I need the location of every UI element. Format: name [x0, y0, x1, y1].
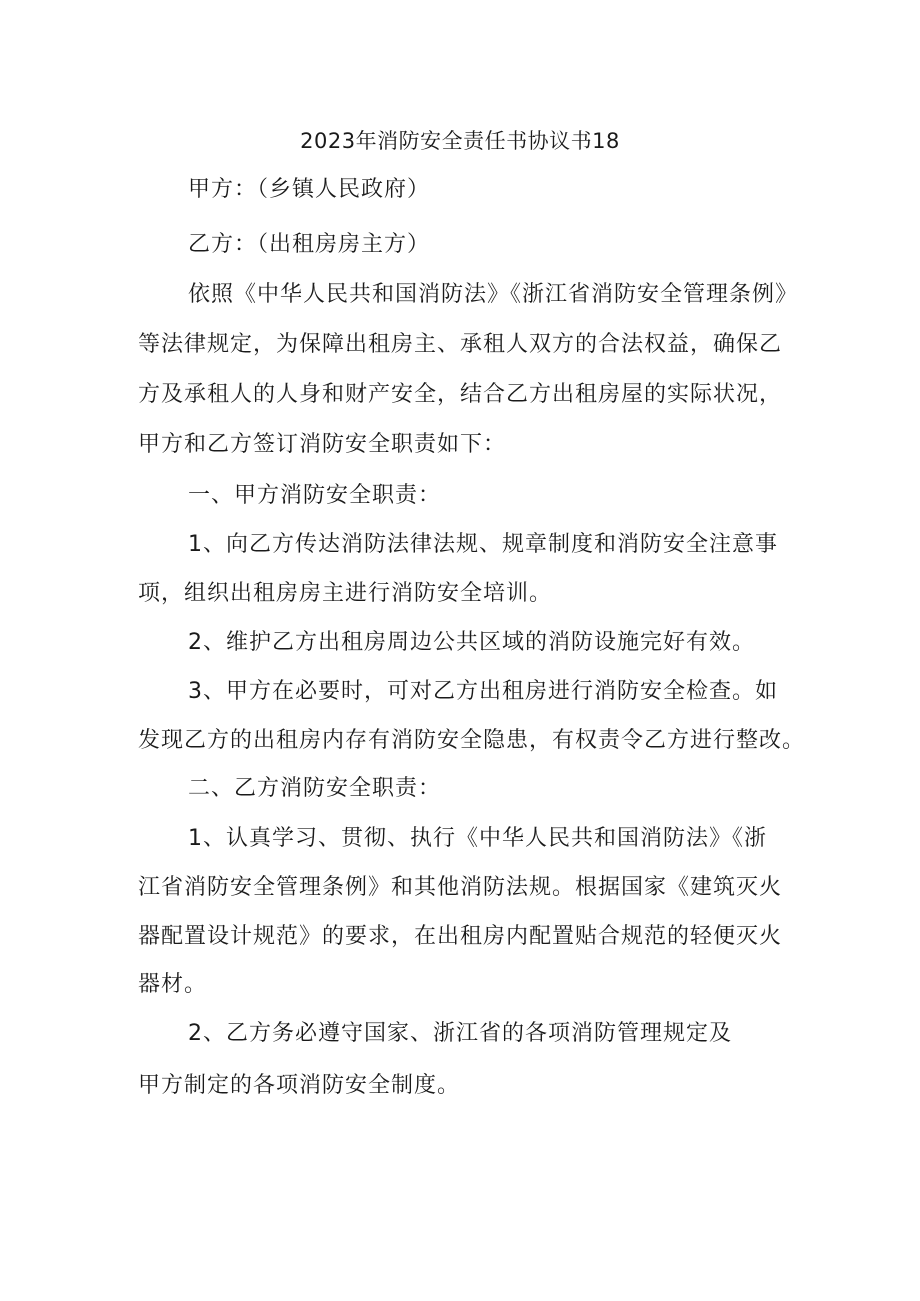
section-two-heading: 二、乙方消防安全职责：: [188, 776, 442, 801]
section-one-item1-line-1: 1、向乙方传达消防法律法规、规章制度和消防安全注意事: [188, 532, 778, 557]
intro-line-1: 依照《中华人民共和国消防法》《浙江省消防安全管理条例》: [188, 282, 799, 307]
party-b-line: 乙方：（出租房房主方）: [188, 232, 431, 257]
party-a-line: 甲方：（乡镇人民政府）: [188, 177, 431, 202]
section-two-item1-line-3: 器配置设计规范》的要求，在出租房内配置贴合规范的轻便灭火: [138, 924, 783, 949]
intro-line-2: 等法律规定，为保障出租房主、承租人双方的合法权益，确保乙: [138, 332, 783, 357]
document-title: 2023年消防安全责任书协议书18: [300, 129, 620, 153]
section-two-item1-line-4: 器材。: [138, 972, 208, 997]
section-two-item2-line-1: 2、乙方务必遵守国家、浙江省的各项消防管理规定及: [188, 1021, 732, 1046]
section-two-item2-line-2: 甲方制定的各项消防安全制度。: [138, 1073, 461, 1098]
section-one-item2-line-1: 2、维护乙方出租房周边公共区域的消防设施完好有效。: [188, 630, 755, 655]
section-one-item3-line-1: 3、甲方在必要时，可对乙方出租房进行消防安全检查。如: [188, 679, 778, 704]
section-one-item3-line-2: 发现乙方的出租房内存有消防安全隐患，有权责令乙方进行整改。: [138, 728, 806, 753]
intro-line-4: 甲方和乙方签订消防安全职责如下：: [138, 432, 507, 457]
intro-line-3: 方及承租人的人身和财产安全，结合乙方出租房屋的实际状况，: [138, 382, 783, 407]
section-two-item1-line-1: 1、认真学习、贯彻、执行《中华人民共和国消防法》《浙: [188, 826, 767, 851]
section-one-heading: 一、甲方消防安全职责：: [188, 483, 442, 508]
section-one-item1-line-2: 项，组织出租房房主进行消防安全培训。: [138, 581, 553, 606]
section-two-item1-line-2: 江省消防安全管理条例》和其他消防法规。根据国家《建筑灭火: [138, 875, 783, 900]
